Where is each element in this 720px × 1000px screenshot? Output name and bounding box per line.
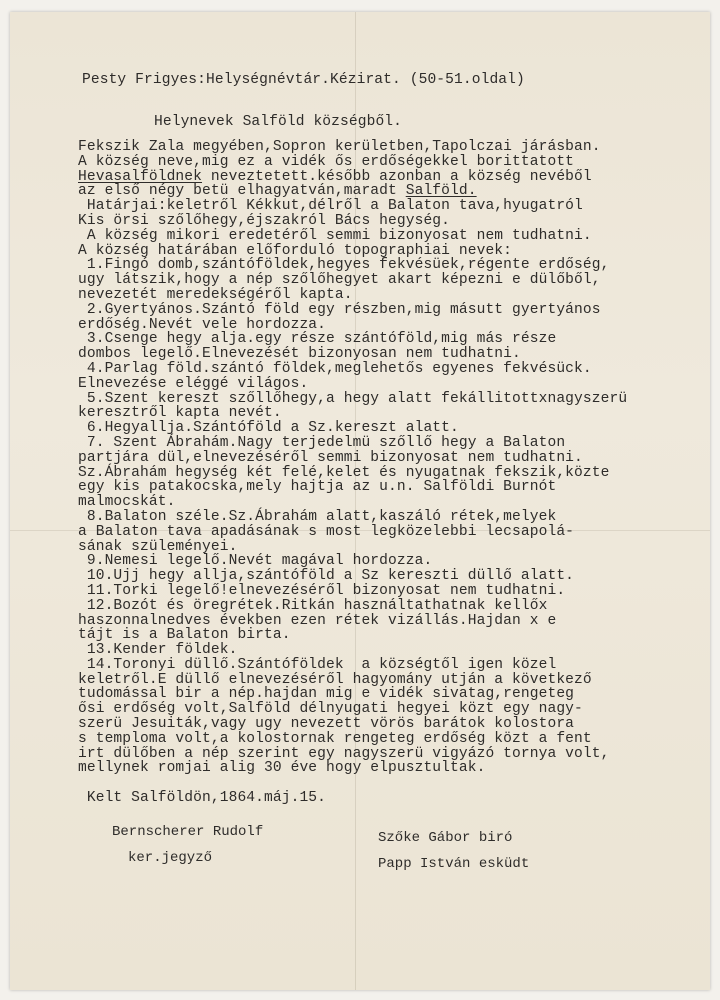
text-line: A község neve,mig ez a vidék ős erdőségekkel borittatott bbox=[78, 153, 575, 170]
text-line: 7. Szent Ábrahám.Nagy terjedelmü szőllő hegy a Balaton bbox=[78, 434, 566, 451]
document-body bbox=[78, 140, 627, 806]
text-line bbox=[78, 170, 627, 185]
signature-right-line1: Szőke Gábor biró bbox=[378, 830, 513, 846]
text-segment: neveztetett.később azonban a község nevéből bbox=[202, 168, 592, 185]
text-line: 1.Fingó domb,szántóföldek,hegyes fekvésüek,régente erdőség, bbox=[78, 257, 610, 274]
text-line: mellynek romjai alig 30 éve hogy elpusztultak. bbox=[78, 760, 486, 777]
text-line: erdőség.Nevét vele hordozza. bbox=[78, 316, 327, 333]
underlined-name: Salföld. bbox=[405, 183, 477, 200]
text-segment: az első négy betü elhagyatván,maradt bbox=[78, 183, 406, 200]
signature-left-title: ker.jegyző bbox=[128, 850, 213, 866]
text-line: A község határában előforduló topographiai nevek: bbox=[78, 242, 513, 259]
text-line: tájt is a Balaton birta. bbox=[78, 627, 291, 644]
text-line: nevezetét meredekségéről kapta. bbox=[78, 286, 353, 303]
typewritten-document bbox=[10, 12, 710, 990]
text-line: A község mikori eredetéről semmi bizonyosat nem tudhatni. bbox=[78, 227, 592, 244]
text-line: sának szüleményei. bbox=[78, 538, 238, 555]
text-line: 14.Toronyi düllő.Szántóföldek a községtől igen közel bbox=[78, 656, 557, 673]
text-line: tudomással bir a nép.hajdan mig e vidék sivatag,rengeteg bbox=[78, 686, 575, 703]
text-line: Határjai:keletről Kékkut,délről a Balaton tava,hyugatról bbox=[78, 198, 583, 215]
text-line: Kelt Salföldön,1864.máj.15. bbox=[78, 790, 327, 807]
text-line: 2.Gyertyános.Szántó föld egy részben,mig másutt gyertyános bbox=[78, 301, 601, 318]
text-line: irt dülőben a nép szerint egy nagyszerü vigyázó tornya volt, bbox=[78, 745, 610, 762]
text-line: 6.Hegyallja.Szántóföld a Sz.kereszt alatt. bbox=[78, 420, 459, 437]
text-line: 10.Ujj hegy allja,szántóföld a Sz kereszti düllő alatt. bbox=[78, 568, 575, 585]
text-line: s temploma volt,a kolostornak rengeteg erdőség közt a fent bbox=[78, 730, 592, 747]
text-line: szerü Jesuiták,vagy ugy nevezett vörös barátok kolostora bbox=[78, 716, 575, 733]
text-line: Fekszik Zala megyében,Sopron kerületben,Tapolczai járásban. bbox=[78, 139, 601, 155]
text-line: 13.Kender földek. bbox=[78, 642, 238, 659]
underlined-name: Hevasalföldnek bbox=[78, 168, 203, 185]
text-line bbox=[78, 776, 627, 791]
text-line: ugy látszik,hogy a nép szőlőhegyet akart képezni e dülőből, bbox=[78, 272, 601, 289]
text-line: 11.Torki legelő!elnevezéséről bizonyosat nem tudhatni. bbox=[78, 582, 566, 599]
text-line: 5.Szent kereszt szőllőhegy,a hegy alatt fekállitottxnagyszerü bbox=[78, 390, 628, 407]
text-line: egy kis patakocska,mely hajtja az u.n. Salföldi Burnót bbox=[78, 479, 557, 496]
text-line: keletről.E düllő elnevezéséről hagyomány utján a következő bbox=[78, 671, 592, 688]
document-heading: Helynevek Salföld községből. bbox=[154, 114, 403, 130]
signature-left-name: Bernscherer Rudolf bbox=[112, 824, 264, 840]
text-line: 4.Parlag föld.szántó földek,meglehetős egyenes fekvésück. bbox=[78, 360, 592, 377]
text-line: Elnevezése eléggé világos. bbox=[78, 375, 309, 392]
text-line: partjára dül,elnevezéséről semmi bizonyosat nem tudhatni. bbox=[78, 449, 583, 466]
text-line: 12.Bozót és öregrétek.Ritkán használtathatnak kellőx bbox=[78, 597, 548, 614]
text-line: 3.Csenge hegy alja.egy része szántóföld,mig más része bbox=[78, 331, 557, 348]
text-line: Kis örsi szőlőhegy,éjszakról Bács hegység. bbox=[78, 212, 451, 229]
text-line: 8.Balaton széle.Sz.Ábrahám alatt,kaszáló rétek,melyek bbox=[78, 508, 557, 525]
text-line: Sz.Ábrahám hegység két felé,kelet és nyugatnak fekszik,közte bbox=[78, 464, 610, 481]
text-line: a Balaton tava apadásának s most legközelebbi lecsapolá- bbox=[78, 523, 575, 540]
text-line: dombos legelő.Elnevezését bizonyosan nem tudhatni. bbox=[78, 346, 521, 363]
text-line: 9.Nemesi legelő.Nevét magával hordozza. bbox=[78, 553, 433, 570]
signature-right-line2: Papp István esküdt bbox=[378, 856, 530, 872]
text-line: malmocskát. bbox=[78, 494, 176, 511]
text-line: keresztről kapta nevét. bbox=[78, 405, 282, 422]
document-title: Pesty Frigyes:Helységnévtár.Kézirat. (50-51.oldal) bbox=[82, 72, 525, 88]
text-line: haszonnalnedves években ezen rétek vizállás.Hajdan x e bbox=[78, 612, 557, 629]
text-line: ősi erdőség volt,Salföld délnyugati hegyei közt egy nagy- bbox=[78, 701, 583, 718]
text-line bbox=[78, 184, 627, 199]
